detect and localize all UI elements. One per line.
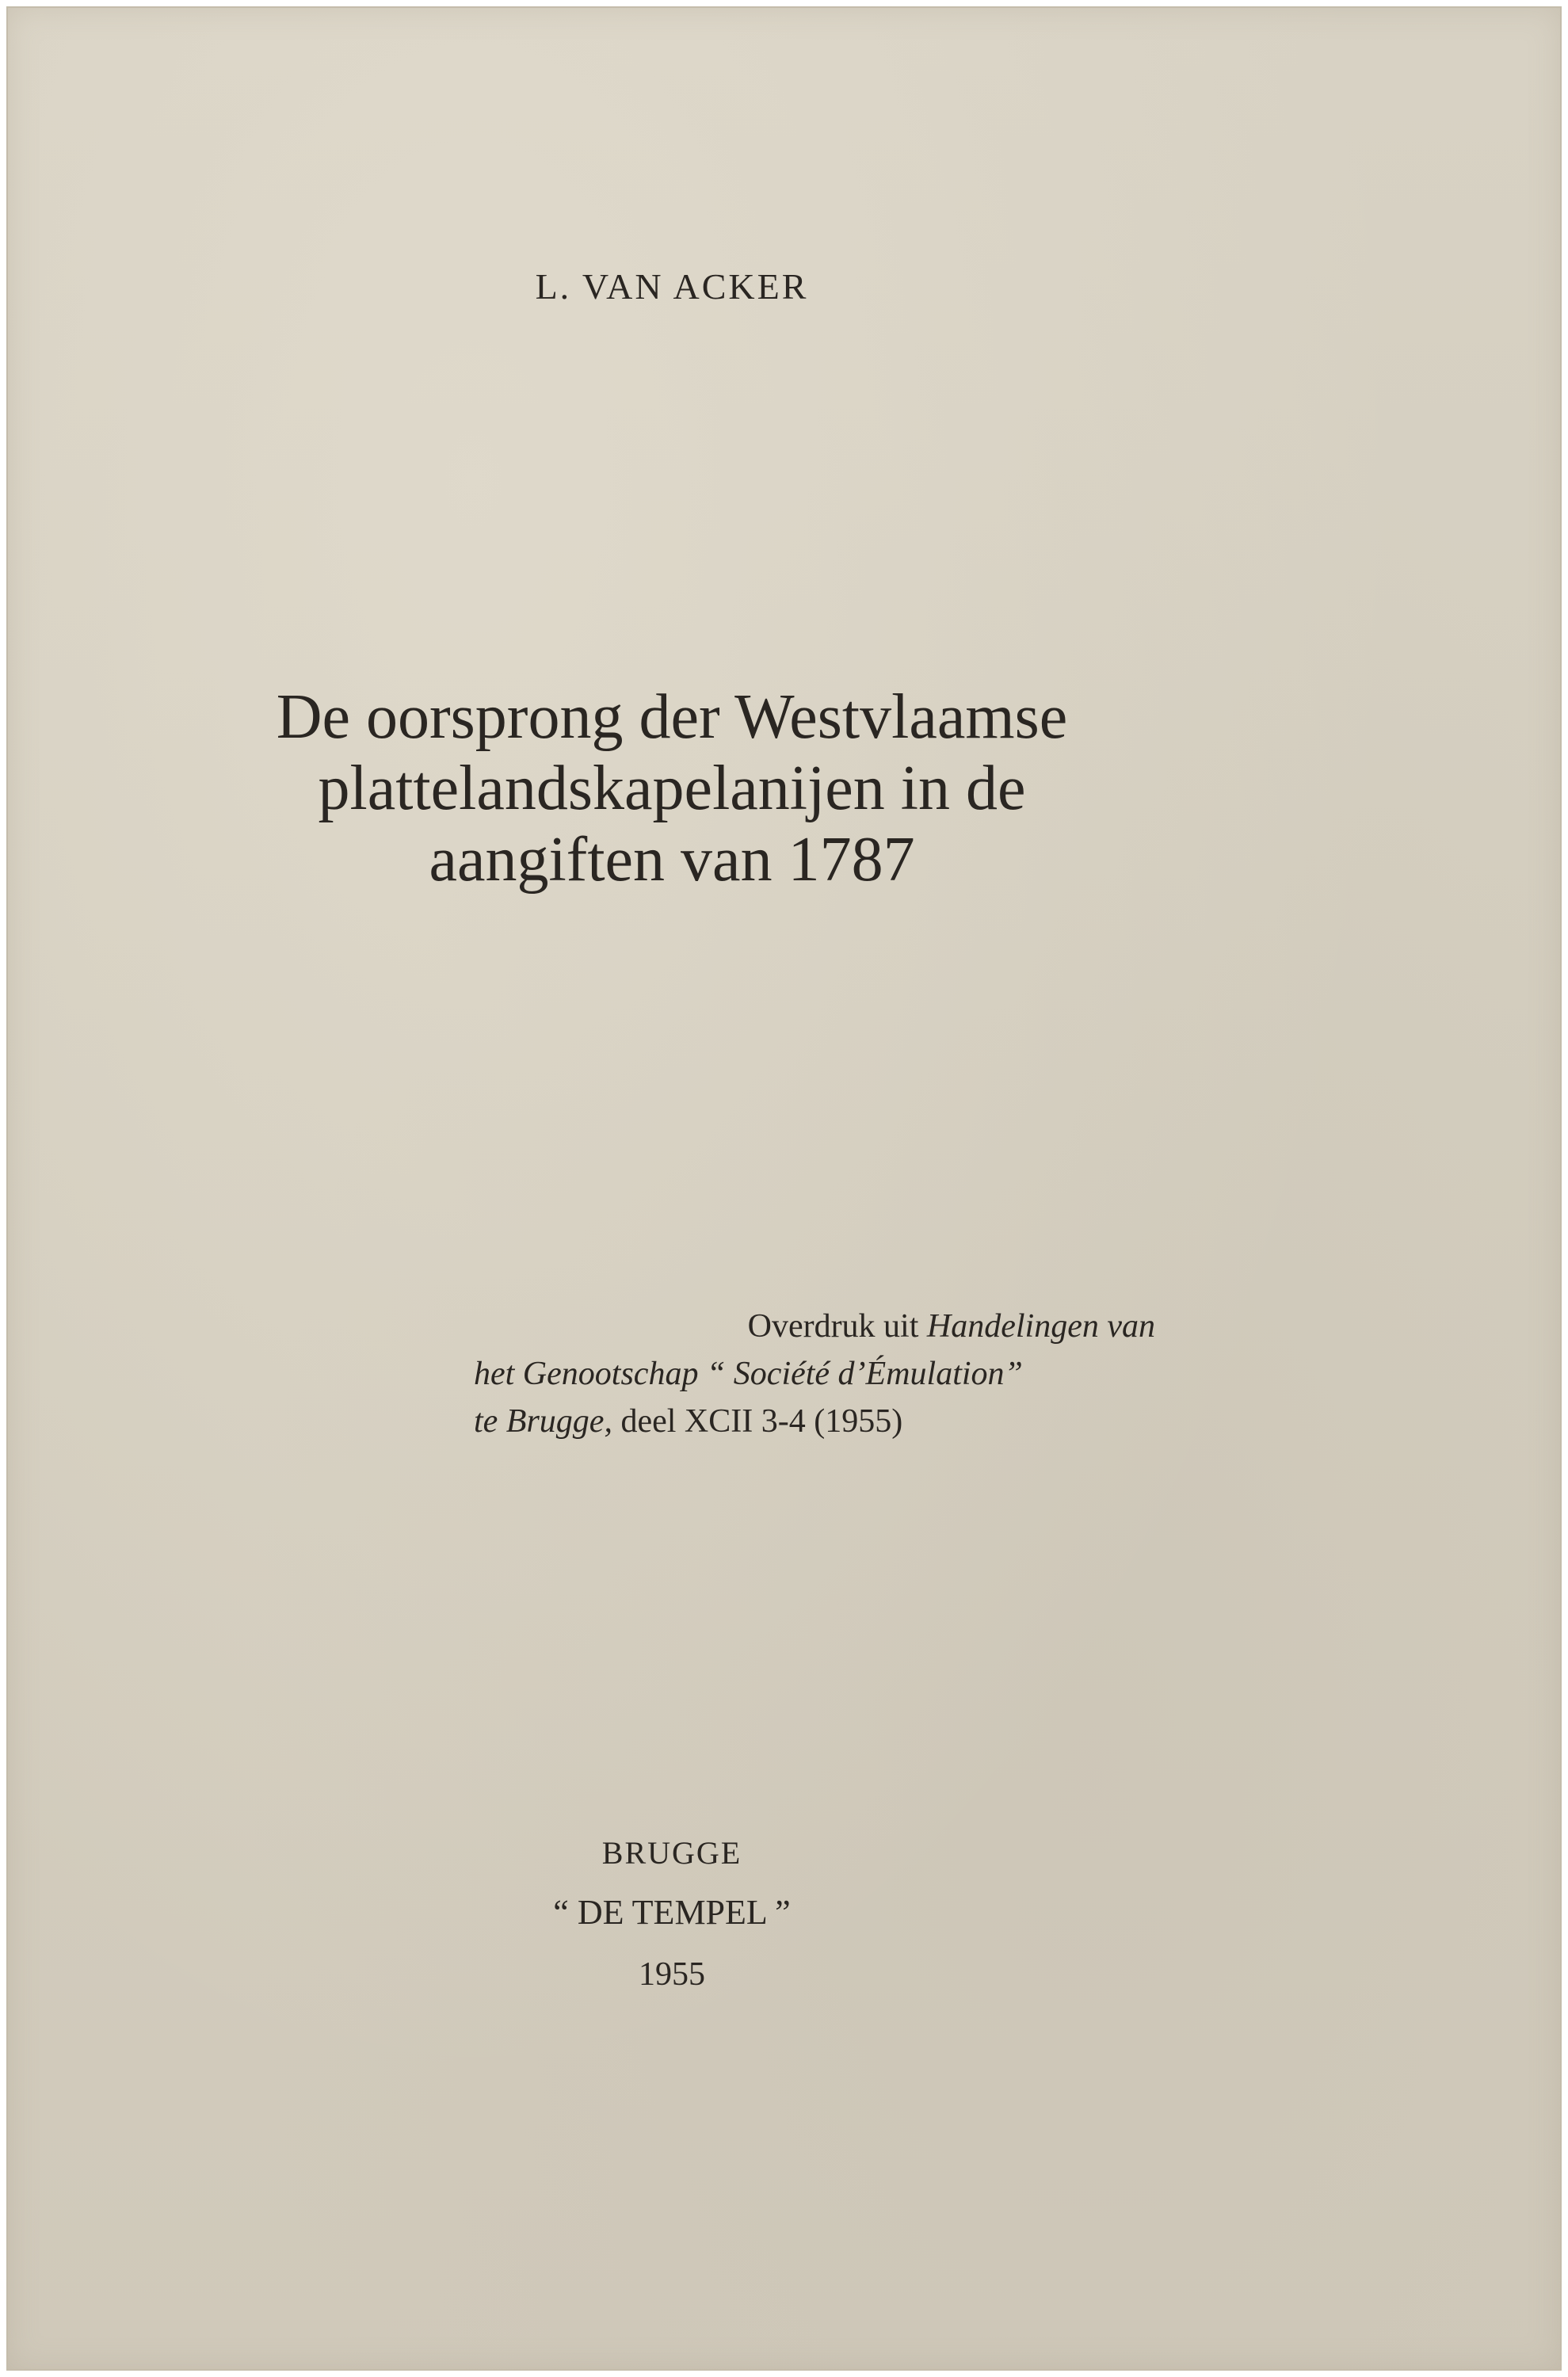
- book-title: [6, 681, 1337, 895]
- imprint: [6, 1833, 1337, 1997]
- offprint-prefix: Overdruk uit: [747, 1308, 927, 1345]
- author-name: L. VAN ACKER: [535, 266, 809, 307]
- title-line: aangiften van 1787: [429, 825, 915, 895]
- title-line: De oorsprong der Westvlaamse: [276, 682, 1068, 752]
- imprint-year: 1955: [639, 1956, 705, 1993]
- journal-name-part-1: Handelingen van: [926, 1308, 1155, 1345]
- journal-name-part-2: het Genootschap “ Société d’Émulation”: [474, 1356, 1023, 1392]
- book-cover: [6, 6, 1562, 2371]
- offprint-note: [474, 1303, 1155, 1445]
- title-line: plattelandskapelanijen in de: [318, 754, 1026, 823]
- volume-info: deel XCII 3-4 (1955): [612, 1403, 903, 1440]
- offprint-line-1: [474, 1303, 1155, 1350]
- offprint-line-3: [474, 1398, 1155, 1445]
- journal-place: te Brugge,: [474, 1403, 612, 1440]
- imprint-publisher: “ DE TEMPEL ”: [553, 1893, 791, 1932]
- imprint-city: BRUGGE: [601, 1835, 742, 1871]
